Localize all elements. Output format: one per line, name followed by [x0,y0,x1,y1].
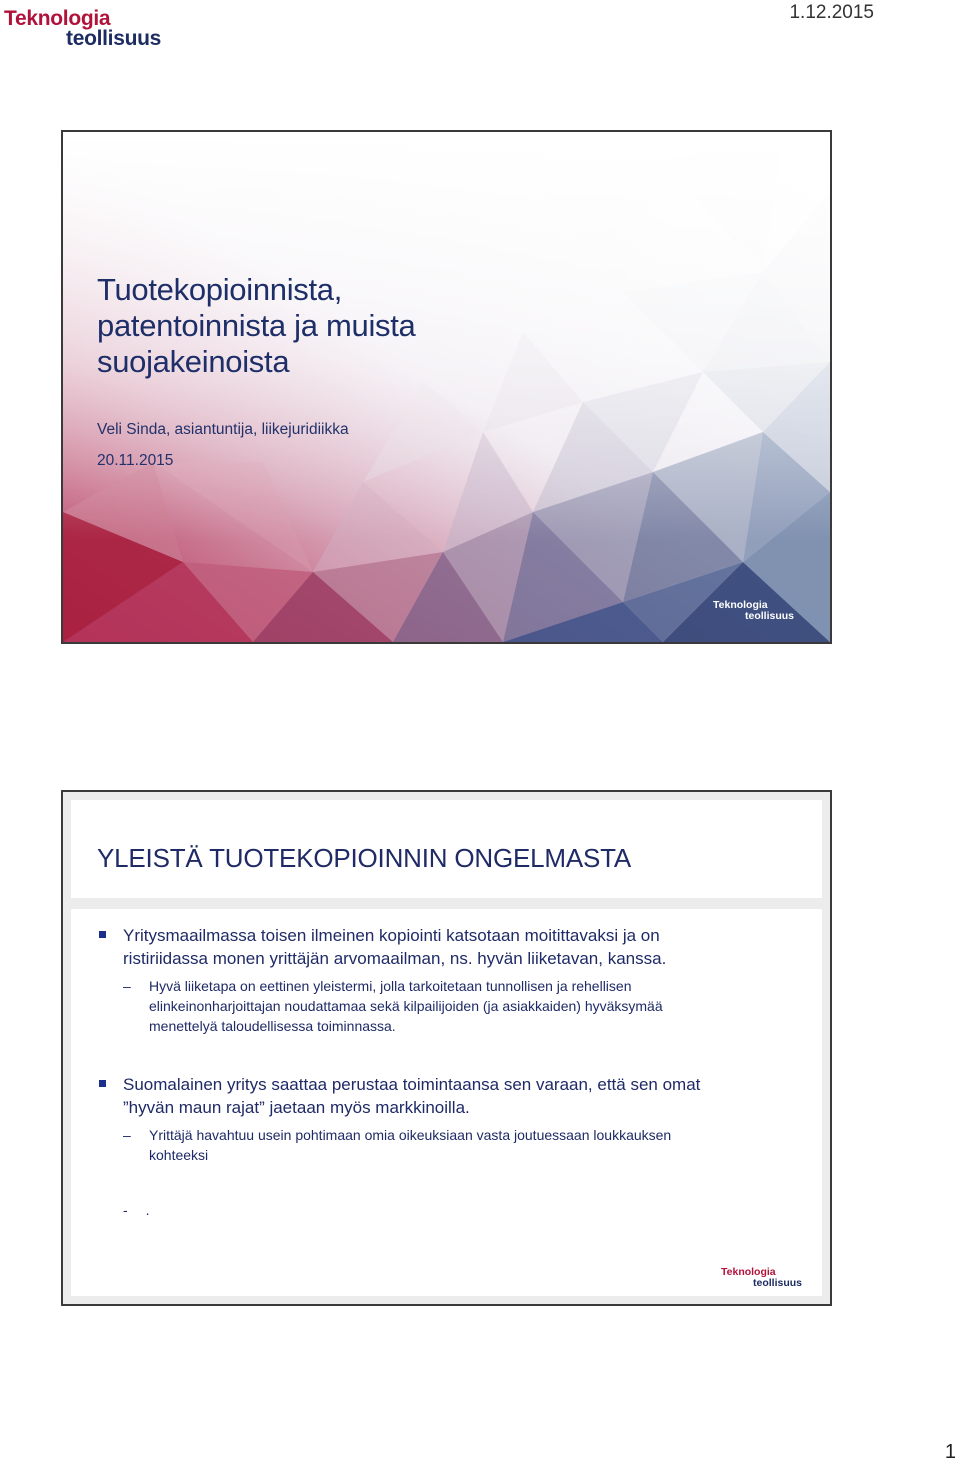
sub-bullet-line: menettelyä taloudellisessa toiminnassa. [149,1018,396,1034]
slide1-title-line: Tuotekopioinnista, [97,272,343,307]
slide1-subtitle [97,419,349,472]
sub-bullet-item [123,976,789,1036]
sub-bullet-line: kohteeksi [149,1147,209,1163]
title-slide [61,130,832,644]
trailing-dash: - [123,1202,128,1218]
bullet-line: ”hyvän maun rajat” jaetaan myös markkinoilla. [123,1098,470,1117]
sub-bullet-item [123,1125,799,1165]
bullet-line: Yritysmaailmassa toisen ilmeinen kopiointi katsotaan moitittavaksi ja on [123,926,660,945]
slide2-logo-line2: teollisuus [753,1276,803,1289]
bullet-item [123,1073,803,1119]
trailing-item [123,1202,150,1218]
sub-bullet-line: elinkeinonharjoittajan noudattamaa sekä kilpailijoiden (ja asiakkaiden) hyväksymää [149,998,663,1014]
page-number: 1 [944,1441,956,1463]
slide1-date: 20.11.2015 [97,452,174,469]
slide2-title: YLEISTÄ TUOTEKOPIOINNIN ONGELMASTA [97,843,632,873]
slide1-title-line: suojakeinoista [97,344,290,379]
trailing-dot: . [145,1202,150,1218]
content-slide [61,790,832,1306]
slide2-logo [721,1267,802,1288]
square-bullet-icon [99,1080,106,1087]
dash-marker: – [123,978,131,994]
bullet-line: Suomalainen yritys saattaa perustaa toimintaansa sen varaan, että sen omat [123,1075,701,1094]
sub-bullet-line: Hyvä liiketapa on eettinen yleistermi, jolla tarkoitetaan tunnollisen ja rehellisen [149,978,632,994]
slide1-author: Veli Sinda, asiantuntija, liikejuridiikka [97,421,349,438]
header-date: 1.12.2015 [789,2,874,23]
slide1-title-line: patentoinnista ja muista [97,308,416,343]
slide1-logo-line2: teollisuus [745,609,795,622]
polygon-background [63,132,830,642]
slide2-logo-line1: Teknologia [721,1266,776,1278]
dash-marker: – [123,1127,131,1143]
bullet-line: ristiriidassa monen yrittäjän arvomaailman, ns. hyvän liiketavan, kanssa. [123,949,667,968]
slide1-logo-line1: Teknologia [713,599,768,611]
slide2-body-panel [71,909,822,1296]
sub-bullet-line: Yrittäjä havahtuu usein pohtimaan omia oikeuksiaan vasta joutuessaan loukkauksen [149,1127,672,1143]
header-logo-line2: teollisuus [66,27,162,50]
slide2-header-panel [71,800,822,898]
slide1-logo [713,600,794,621]
square-bullet-icon [99,931,106,938]
bullet-item [123,924,783,970]
header-logo-line1: Teknologia [4,7,111,30]
slide1-title [97,272,597,380]
header-logo [4,8,161,49]
